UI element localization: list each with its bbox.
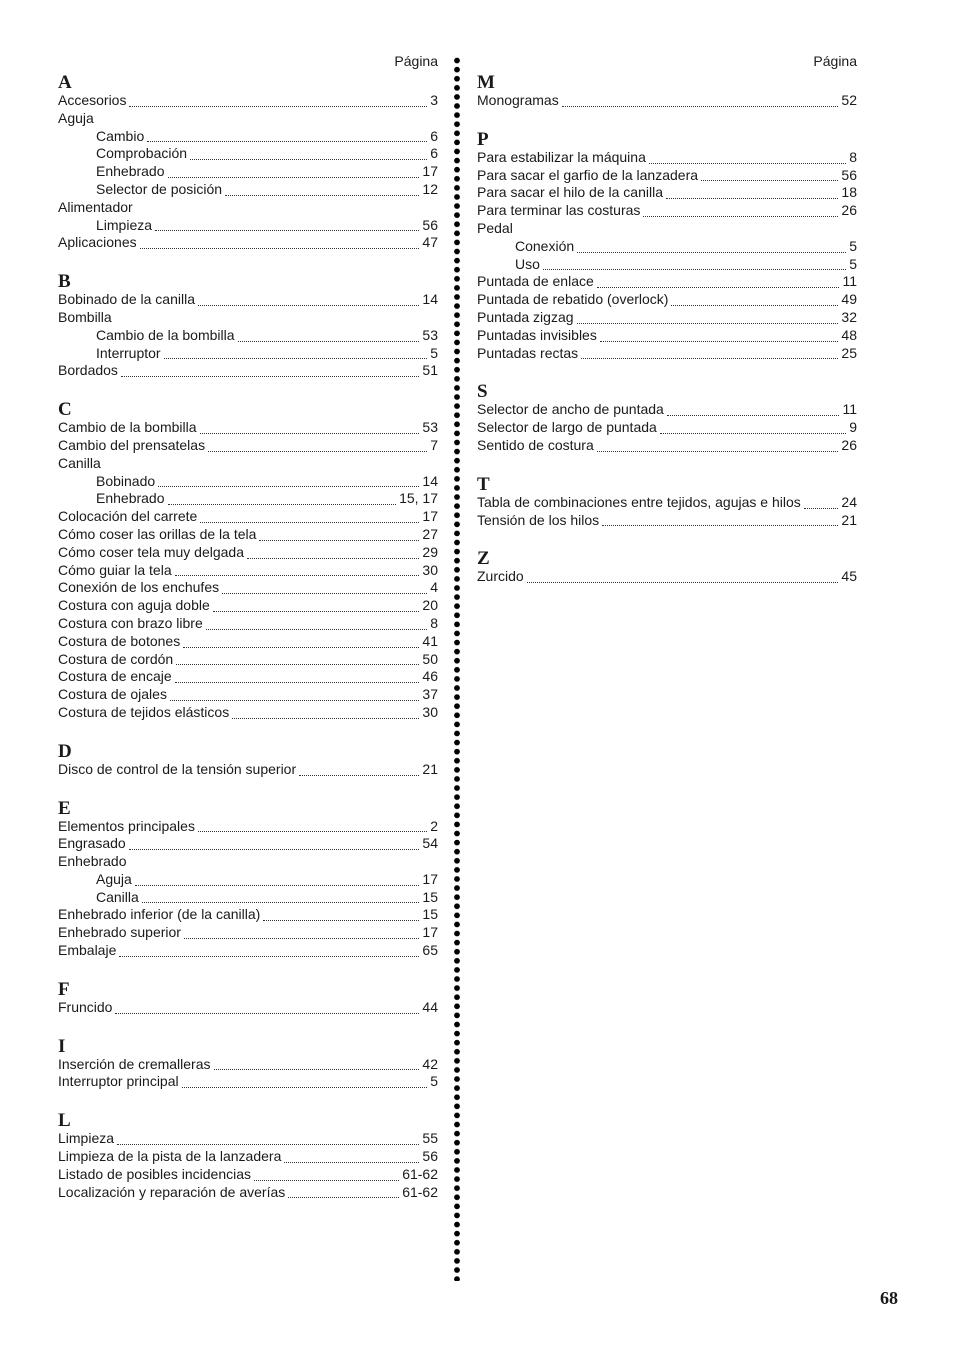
entry-page-number: 11 (842, 273, 857, 290)
entry-page-number: 17 (422, 870, 438, 887)
index-entry (477, 345, 857, 363)
entry-page-number: 37 (422, 686, 438, 703)
entry-label: Enhebrado superior (58, 924, 181, 941)
entry-label: Comprobación (96, 145, 188, 162)
index-entry (58, 633, 438, 651)
index-sections (477, 73, 857, 586)
entry-page-number: 5 (430, 344, 438, 361)
page-column-header: Página (394, 53, 438, 69)
entry-page-number: 61-62 (402, 1183, 438, 1200)
dot-leader (190, 158, 427, 160)
index-section-t (477, 475, 857, 530)
index-subentry (58, 217, 438, 235)
index-section-p (477, 130, 857, 363)
entry-page-number: 7 (430, 436, 438, 453)
index-entry (58, 1056, 438, 1074)
dot-leader (170, 699, 419, 701)
entry-label: Puntadas rectas (477, 344, 579, 361)
entry-page-number: 20 (422, 597, 438, 614)
index-entry (58, 615, 438, 633)
index-entry (477, 419, 857, 437)
entry-label: Tensión de los hilos (477, 511, 600, 528)
dot-leader (232, 717, 419, 719)
dot-leader (543, 268, 846, 270)
section-letter: S (477, 381, 488, 403)
index-subentry (58, 889, 438, 907)
index-entry (58, 999, 438, 1017)
index-section-f (58, 980, 438, 1017)
dot-leader (200, 521, 419, 523)
section-letter: L (58, 1110, 71, 1132)
index-entry (477, 437, 857, 455)
entry-page-number: 14 (422, 291, 438, 308)
index-entry (58, 1073, 438, 1091)
index-entry (58, 1166, 438, 1184)
section-letter: P (477, 128, 489, 150)
section-letter: B (58, 271, 71, 293)
entry-label: Selector de ancho de puntada (477, 401, 664, 418)
entry-page-number: 3 (430, 92, 438, 108)
entry-label: Disco de control de la tensión superior (58, 760, 297, 777)
dot-leader (117, 1143, 419, 1145)
index-entry (477, 92, 857, 110)
entry-page-number: 56 (841, 166, 857, 183)
index-entry (58, 419, 438, 437)
index-entry (477, 184, 857, 202)
dot-leader (597, 450, 839, 452)
index-entry (477, 494, 857, 512)
entry-page-number: 29 (422, 543, 438, 560)
entry-page-number: 6 (430, 127, 438, 144)
entry-page-number: 24 (841, 493, 857, 510)
entry-label: Selector de largo de puntada (477, 419, 657, 436)
index-entry (477, 401, 857, 419)
dot-leader (577, 251, 846, 253)
dot-leader (263, 919, 419, 921)
entry-label: Costura con brazo libre (58, 614, 203, 631)
index-entry (58, 835, 438, 853)
entry-label: Canilla (58, 454, 101, 471)
index-entry (58, 668, 438, 686)
section-letter: T (477, 473, 490, 495)
entry-page-number: 8 (430, 614, 438, 631)
entry-page-number: 26 (841, 202, 857, 219)
entry-label: Costura de tejidos elásticos (58, 703, 230, 720)
entry-page-number: 15 (422, 888, 438, 905)
index-subentry (58, 145, 438, 163)
index-entry (477, 273, 857, 291)
index-entry (477, 149, 857, 167)
entry-page-number: 6 (430, 145, 438, 162)
dot-leader (222, 592, 427, 594)
dot-leader (115, 1012, 419, 1014)
entry-page-number: 53 (422, 419, 438, 436)
dot-leader (288, 1196, 399, 1198)
dot-leader (164, 357, 428, 359)
entry-label: Aguja (58, 109, 94, 126)
section-letter: M (477, 72, 495, 93)
index-section-e (58, 799, 438, 960)
entry-label: Enhebrado inferior (de la canilla) (58, 906, 261, 923)
entry-label: Limpieza de la pista de la lanzadera (58, 1148, 282, 1165)
dot-leader (649, 162, 846, 164)
index-column-right (477, 53, 857, 606)
entry-label: Interruptor principal (58, 1073, 179, 1090)
index-entry (58, 526, 438, 544)
section-letter: C (58, 399, 72, 421)
dot-leader (213, 610, 420, 612)
index-entry (58, 508, 438, 526)
entry-label: Fruncido (58, 998, 113, 1015)
entry-label: Puntadas invisibles (477, 326, 597, 343)
index-entry (58, 761, 438, 779)
dot-leader (299, 774, 419, 776)
entry-label: Puntada de rebatido (overlock) (477, 291, 669, 308)
index-entry (58, 924, 438, 942)
index-entry (58, 579, 438, 597)
entry-label: Para terminar las costuras (477, 202, 641, 219)
entry-page-number: 41 (422, 632, 438, 649)
dot-leader (135, 884, 420, 886)
index-entry (58, 704, 438, 722)
index-entry (477, 568, 857, 586)
entry-page-number: 5 (849, 255, 857, 272)
entry-label: Costura de botones (58, 632, 181, 649)
section-letter: I (58, 1035, 66, 1057)
index-section-c (58, 400, 438, 722)
index-entry (58, 234, 438, 252)
entry-page-number: 56 (422, 216, 438, 233)
index-entry (477, 291, 857, 309)
entry-page-number: 49 (841, 291, 857, 308)
entry-label: Cómo coser las orillas de la tela (58, 525, 257, 542)
entry-label: Alimentador (58, 198, 133, 215)
dot-leader (600, 340, 839, 342)
dot-leader (238, 340, 420, 342)
entry-page-number: 2 (430, 817, 438, 834)
dot-leader (175, 681, 420, 683)
dot-leader (155, 229, 419, 231)
entry-label: Limpieza (58, 1130, 115, 1147)
index-section-s (477, 382, 857, 454)
index-entry (58, 818, 438, 836)
dot-leader (671, 304, 838, 306)
entry-page-number: 53 (422, 326, 438, 343)
dot-leader (129, 848, 420, 850)
dot-leader (168, 503, 397, 505)
index-entry (477, 220, 857, 238)
dot-leader (804, 507, 839, 509)
dot-leader (140, 247, 420, 249)
page-number: 68 (880, 1288, 898, 1308)
index-entry (58, 291, 438, 309)
dot-leader (206, 628, 427, 630)
index-entry (58, 562, 438, 580)
dot-leader (284, 1161, 419, 1163)
index-entry (58, 1148, 438, 1166)
entry-page-number: 27 (422, 525, 438, 542)
entry-page-number: 52 (841, 92, 857, 108)
entry-label: Localización y reparación de averías (58, 1183, 286, 1200)
dot-leader (208, 450, 427, 452)
entry-page-number: 56 (422, 1148, 438, 1165)
entry-page-number: 61-62 (402, 1165, 438, 1182)
entry-page-number: 45 (841, 568, 857, 585)
index-section-d (58, 742, 438, 779)
dot-leader (660, 432, 846, 434)
dot-leader (247, 557, 419, 559)
entry-label: Cómo coser tela muy delgada (58, 543, 244, 560)
entry-page-number: 5 (430, 1073, 438, 1090)
entry-label: Embalaje (58, 942, 117, 959)
dot-leader (214, 1068, 420, 1070)
entry-label: Uso (515, 255, 540, 272)
index-entry (477, 167, 857, 185)
index-section-m (477, 73, 857, 110)
index-entry (58, 362, 438, 380)
entry-page-number: 65 (422, 942, 438, 959)
index-entry (58, 651, 438, 669)
index-entry (477, 202, 857, 220)
dot-leader (701, 179, 838, 181)
dot-leader (183, 646, 419, 648)
entry-label: Para estabilizar la máquina (477, 148, 646, 165)
dot-leader (184, 937, 419, 939)
index-entry (58, 455, 438, 473)
dot-leader (142, 901, 420, 903)
section-letter: D (58, 740, 72, 762)
index-subentry (477, 238, 857, 256)
index-entry (58, 942, 438, 960)
entry-page-number: 15 (422, 906, 438, 923)
section-letter: E (58, 797, 71, 819)
index-subentry (58, 871, 438, 889)
entry-page-number: 17 (422, 163, 438, 180)
entry-label: Enhebrado (96, 490, 165, 507)
dot-leader (198, 830, 427, 832)
index-entry (58, 544, 438, 562)
entry-label: Aplicaciones (58, 234, 137, 251)
entry-page-number: 4 (430, 579, 438, 596)
entry-label: Engrasado (58, 835, 126, 852)
entry-label: Aguja (96, 870, 132, 887)
entry-page-number: 44 (422, 998, 438, 1015)
index-column-left (58, 53, 438, 1221)
dot-leader (176, 663, 419, 665)
index-entry (58, 597, 438, 615)
entry-page-number: 48 (841, 326, 857, 343)
index-entry (58, 1184, 438, 1202)
dot-leader (527, 581, 839, 583)
dot-leader (643, 215, 838, 217)
index-entry (58, 853, 438, 871)
dot-leader (597, 286, 840, 288)
dot-leader (666, 197, 838, 199)
entry-label: Accesorios (58, 92, 127, 108)
entry-label: Para sacar el hilo de la canilla (477, 184, 663, 201)
entry-page-number: 9 (849, 419, 857, 436)
entry-page-number: 47 (422, 234, 438, 251)
entry-label: Conexión de los enchufes (58, 579, 220, 596)
entry-page-number: 26 (841, 436, 857, 453)
entry-label: Selector de posición (96, 180, 223, 197)
index-entry (58, 92, 438, 110)
index-section-a (58, 73, 438, 252)
index-section-b (58, 272, 438, 380)
entry-label: Puntada de enlace (477, 273, 594, 290)
entry-label: Monogramas (477, 92, 559, 108)
entry-label: Bobinado de la canilla (58, 291, 195, 308)
entry-page-number: 21 (841, 511, 857, 528)
entry-label: Puntada zigzag (477, 308, 574, 325)
entry-label: Costura con aguja doble (58, 597, 210, 614)
entry-label: Costura de cordón (58, 650, 174, 667)
dot-leader (168, 176, 420, 178)
entry-page-number: 30 (422, 561, 438, 578)
index-section-z (477, 549, 857, 586)
index-entry (477, 309, 857, 327)
dot-leader (198, 304, 419, 306)
index-entry (477, 327, 857, 345)
entry-page-number: 18 (841, 184, 857, 201)
dot-leader (667, 414, 840, 416)
index-entry (58, 199, 438, 217)
entry-label: Cambio de la bombilla (96, 326, 235, 343)
entry-page-number: 46 (422, 668, 438, 685)
section-letter: Z (477, 548, 490, 570)
entry-label: Pedal (477, 219, 513, 236)
page-column-header: Página (813, 53, 857, 69)
entry-page-number: 17 (422, 508, 438, 525)
entry-page-number: 17 (422, 924, 438, 941)
entry-label: Bordados (58, 362, 118, 379)
dot-leader (158, 485, 419, 487)
dot-leader (182, 1086, 428, 1088)
entry-page-number: 54 (422, 835, 438, 852)
entry-page-number: 12 (422, 180, 438, 197)
index-subentry (58, 345, 438, 363)
entry-label: Limpieza (96, 216, 153, 233)
entry-page-number: 21 (422, 760, 438, 777)
dot-leader (581, 357, 838, 359)
entry-label: Interruptor (96, 344, 161, 361)
entry-label: Elementos principales (58, 817, 195, 834)
entry-label: Tabla de combinaciones entre tejidos, agujas e hilos (477, 493, 801, 510)
index-subentry (58, 490, 438, 508)
entry-page-number: 5 (849, 237, 857, 254)
entry-page-number: 8 (849, 148, 857, 165)
entry-page-number: 51 (422, 362, 438, 379)
index-entry (58, 1130, 438, 1148)
entry-label: Costura de ojales (58, 686, 167, 703)
entry-page-number: 42 (422, 1055, 438, 1072)
entry-label: Inserción de cremalleras (58, 1055, 211, 1072)
dot-leader (129, 105, 427, 107)
entry-page-number: 11 (842, 401, 857, 418)
entry-label: Enhebrado (58, 853, 127, 870)
index-entry (58, 110, 438, 128)
dot-leader (254, 1179, 399, 1181)
index-subentry (58, 473, 438, 491)
dot-leader (147, 140, 427, 142)
index-subentry (58, 181, 438, 199)
index-sections (58, 73, 438, 1201)
dot-leader (119, 955, 419, 957)
entry-label: Bobinado (96, 472, 156, 489)
entry-label: Cambio del prensatelas (58, 436, 206, 453)
entry-page-number: 50 (422, 650, 438, 667)
dot-leader (175, 574, 420, 576)
index-section-i (58, 1037, 438, 1092)
dotted-column-divider (453, 56, 461, 1281)
dot-leader (259, 539, 419, 541)
entry-label: Colocación del carrete (58, 508, 198, 525)
entry-label: Cómo guiar la tela (58, 561, 172, 578)
dot-leader (577, 322, 839, 324)
section-letter: A (58, 72, 72, 93)
dot-leader (200, 432, 420, 434)
entry-page-number: 30 (422, 703, 438, 720)
index-subentry (477, 256, 857, 274)
entry-label: Para sacar el garfio de la lanzadera (477, 166, 699, 183)
dot-leader (602, 524, 838, 526)
index-entry (477, 512, 857, 530)
index-entry (58, 437, 438, 455)
entry-label: Sentido de costura (477, 436, 594, 453)
entry-label: Cambio de la bombilla (58, 419, 197, 436)
entry-page-number: 55 (422, 1130, 438, 1147)
index-subentry (58, 163, 438, 181)
entry-page-number: 32 (841, 308, 857, 325)
entry-label: Enhebrado (96, 163, 165, 180)
index-section-l (58, 1111, 438, 1201)
dot-leader (121, 375, 419, 377)
entry-label: Conexión (515, 237, 575, 254)
entry-page-number: 25 (841, 344, 857, 361)
entry-label: Costura de encaje (58, 668, 172, 685)
entry-label: Canilla (96, 888, 139, 905)
entry-page-number: 15, 17 (399, 490, 438, 507)
entry-label: Listado de posibles incidencias (58, 1165, 252, 1182)
entry-label: Cambio (96, 127, 145, 144)
index-entry (58, 686, 438, 704)
index-subentry (58, 128, 438, 146)
index-entry (58, 906, 438, 924)
index-subentry (58, 327, 438, 345)
entry-label: Bombilla (58, 308, 112, 325)
section-letter: F (58, 978, 70, 1000)
dot-leader (562, 105, 839, 107)
entry-page-number: 14 (422, 472, 438, 489)
entry-label: Zurcido (477, 568, 524, 585)
dot-leader (225, 194, 419, 196)
index-entry (58, 309, 438, 327)
